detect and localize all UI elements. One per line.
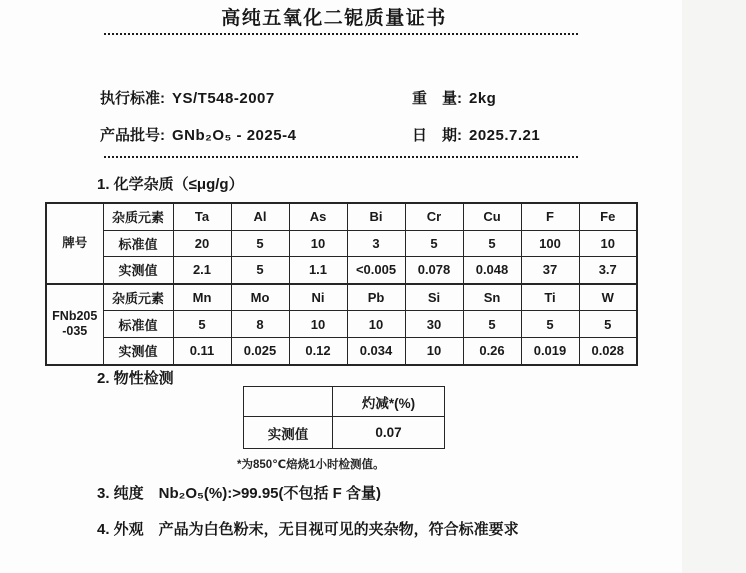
standard-value-cell: 5 <box>579 311 637 338</box>
standard-value: YS/T548-2007 <box>172 90 275 107</box>
section3-purity-text: 3. 纯度 Nb₂O₅(%):>99.95(不包括 F 含量) <box>97 485 381 502</box>
impurity-row-label: 实测值 <box>103 337 173 364</box>
loss-on-ignition-value: 0.07 <box>333 417 445 449</box>
standard-value-cell: 100 <box>521 230 579 257</box>
element-header-cell: Al <box>231 203 289 230</box>
section1-title: 1. 化学杂质（≤μg/g） <box>97 176 244 193</box>
measured-value-cell: 5 <box>231 257 289 284</box>
date-value: 2025.7.21 <box>469 127 541 144</box>
element-header-cell: Mn <box>173 284 231 311</box>
measured-value-cell: 0.048 <box>463 257 521 284</box>
standard-value-cell: 30 <box>405 311 463 338</box>
weight-value: 2kg <box>469 90 497 107</box>
date-row <box>412 124 540 145</box>
element-header-cell: Sn <box>463 284 521 311</box>
standard-value-cell: 5 <box>521 311 579 338</box>
measured-value-cell: 0.26 <box>463 337 521 364</box>
measured-value-cell: <0.005 <box>347 257 405 284</box>
element-header-cell: Mo <box>231 284 289 311</box>
standard-value-cell: 20 <box>173 230 231 257</box>
impurity-row-label: 杂质元素 <box>103 284 173 311</box>
standard-value-cell: 3 <box>347 230 405 257</box>
element-header-cell: F <box>521 203 579 230</box>
brand-cell <box>46 284 103 365</box>
standard-row <box>100 87 275 108</box>
brand-line: FNb205 <box>52 308 98 323</box>
element-header-cell: Si <box>405 284 463 311</box>
chemical-impurities-table <box>45 202 638 366</box>
brand-cell <box>46 203 103 284</box>
date-label: 日 期: <box>412 127 462 144</box>
measured-value-cell: 0.028 <box>579 337 637 364</box>
standard-value-cell: 10 <box>289 311 347 338</box>
batch-label: 产品批号: <box>100 127 165 144</box>
standard-value-cell: 5 <box>231 230 289 257</box>
standard-value-cell: 5 <box>405 230 463 257</box>
batch-row <box>100 124 296 145</box>
impurity-row-label: 实测值 <box>103 257 173 284</box>
measured-row-label: 实测值 <box>244 417 333 449</box>
brand-line: -035 <box>62 324 88 339</box>
standard-value-cell: 5 <box>463 230 521 257</box>
element-header-cell: As <box>289 203 347 230</box>
impurity-row-label: 标准值 <box>103 311 173 338</box>
element-header-cell: Cu <box>463 203 521 230</box>
element-header-cell: Cr <box>405 203 463 230</box>
top-divider <box>104 33 578 35</box>
standard-value-cell: 10 <box>347 311 405 338</box>
measured-value-cell: 3.7 <box>579 257 637 284</box>
standard-value-cell: 8 <box>231 311 289 338</box>
measured-value-cell: 0.11 <box>173 337 231 364</box>
standard-value-cell: 10 <box>579 230 637 257</box>
loss-on-ignition-header: 灼减*(%) <box>333 387 445 417</box>
measured-value-cell: 37 <box>521 257 579 284</box>
element-header-cell: Ta <box>173 203 231 230</box>
weight-row <box>412 87 496 108</box>
section2-title: 2. 物性检测 <box>97 370 174 387</box>
physical-test-table <box>243 386 445 449</box>
impurity-row-label: 标准值 <box>103 230 173 257</box>
impurity-row-label: 杂质元素 <box>103 203 173 230</box>
measured-value-cell: 1.1 <box>289 257 347 284</box>
element-header-cell: Fe <box>579 203 637 230</box>
measured-value-cell: 10 <box>405 337 463 364</box>
element-header-cell: Bi <box>347 203 405 230</box>
calcination-footnote: *为850℃焙烧1小时检测值。 <box>237 459 385 471</box>
measured-value-cell: 0.078 <box>405 257 463 284</box>
standard-value-cell: 10 <box>289 230 347 257</box>
standard-label: 执行标准: <box>100 90 165 107</box>
section4-appearance-text: 4. 外观 产品为白色粉末，无目视可见的夹杂物，符合标准要求 <box>97 521 519 538</box>
empty-corner-cell <box>244 387 333 417</box>
measured-value-cell: 0.019 <box>521 337 579 364</box>
element-header-cell: Ni <box>289 284 347 311</box>
weight-label: 重 量: <box>412 90 462 107</box>
element-header-cell: Ti <box>521 284 579 311</box>
standard-value-cell: 5 <box>173 311 231 338</box>
element-header-cell: W <box>579 284 637 311</box>
measured-value-cell: 0.034 <box>347 337 405 364</box>
element-header-cell: Pb <box>347 284 405 311</box>
batch-value: GNb₂O₅ - 2025-4 <box>172 127 297 144</box>
measured-value-cell: 2.1 <box>173 257 231 284</box>
standard-value-cell: 5 <box>463 311 521 338</box>
brand-line: 牌号 <box>62 235 88 250</box>
doc-title: 高纯五氧化二铌质量证书 <box>221 8 447 29</box>
middle-divider <box>104 156 578 158</box>
measured-value-cell: 0.025 <box>231 337 289 364</box>
measured-value-cell: 0.12 <box>289 337 347 364</box>
